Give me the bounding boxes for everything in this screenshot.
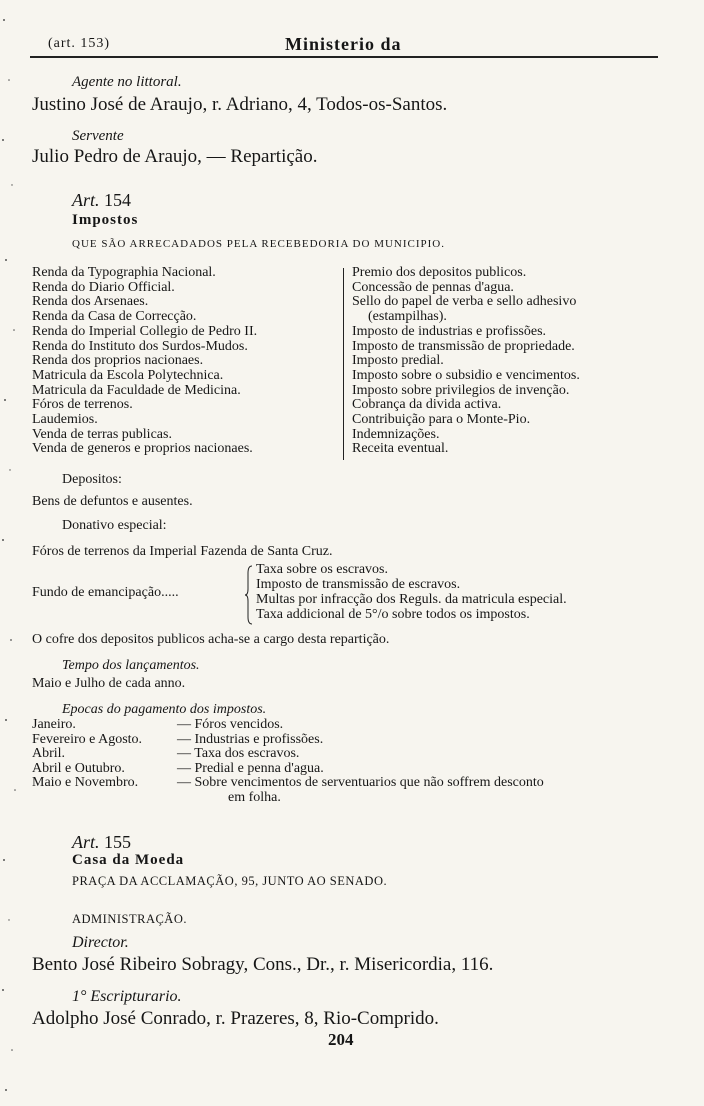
- fundo-item: Multas por infracção dos Reguls. da matricula especial.: [256, 592, 567, 607]
- escripturario-label: 1° Escripturario.: [72, 988, 182, 1005]
- table-row: [32, 791, 672, 806]
- margin-speckle: [0, 0, 26, 1106]
- table-row: [32, 733, 672, 748]
- list-item: Sello do papel de verba e sello adhesivo: [352, 294, 577, 310]
- art155-address: PRAÇA DA ACCLAMAÇÃO, 95, JUNTO AO SENADO.: [72, 874, 388, 888]
- list-item: Renda dos proprios nacionaes.: [32, 353, 204, 369]
- running-title: Ministerio da: [285, 34, 402, 54]
- agente-label: Agente no littoral.: [72, 74, 182, 90]
- list-item: Cobrança da divida activa.: [352, 397, 502, 413]
- art154-title: Impostos: [72, 212, 139, 228]
- page-number: 204: [328, 1030, 354, 1049]
- epoca-month: Janeiro.: [32, 717, 76, 732]
- column-divider: [343, 268, 344, 460]
- tempo-label: Tempo dos lançamentos.: [62, 658, 200, 673]
- art154-number: 154: [104, 190, 132, 210]
- list-item: Receita eventual.: [352, 441, 449, 457]
- donativo-text: Fóros de terrenos da Imperial Fazenda de Santa Cruz.: [32, 544, 333, 559]
- art154-heading: [72, 190, 131, 211]
- fundo-item: Taxa addicional de 5°/o sobre todos os impostos.: [256, 607, 530, 622]
- fundo-items: [256, 562, 567, 622]
- epoca-continuation: em folha.: [228, 789, 281, 805]
- list-item: Matricula da Escola Polytechnica.: [32, 367, 224, 383]
- depositos-label: Depositos:: [62, 472, 122, 487]
- list-item: Renda do Imperial Collegio de Pedro II.: [32, 323, 258, 339]
- list-item: Contribuição para o Monte-Pio.: [352, 412, 531, 428]
- depositos-text: Bens de defuntos e ausentes.: [32, 494, 193, 509]
- tempo-text: Maio e Julho de cada anno.: [32, 676, 186, 691]
- list-item: Venda de generos e proprios nacionaes.: [32, 441, 253, 457]
- list-item: Indemnizações.: [352, 426, 440, 442]
- art155-number: 155: [104, 832, 132, 852]
- list-item: Fóros de terrenos.: [32, 397, 133, 413]
- epocas-table: [32, 718, 672, 806]
- table-row: [32, 776, 672, 791]
- epoca-item: — Taxa dos escravos.: [177, 746, 300, 762]
- epoca-month: Maio e Novembro.: [32, 775, 139, 791]
- list-item: Imposto predial.: [352, 353, 444, 369]
- list-item: Imposto de transmissão de propriedade.: [352, 338, 575, 354]
- director-text: Bento José Ribeiro Sobragy, Cons., Dr., r. Misericordia, 116.: [32, 954, 494, 975]
- list-item: Renda do Diario Official.: [32, 279, 175, 295]
- fundo-item: Taxa sobre os escravos.: [256, 562, 388, 577]
- art155-heading: [72, 832, 131, 853]
- list-item: Imposto sobre privilegios de invenção.: [352, 382, 570, 398]
- revenue-list-right: [352, 266, 580, 457]
- list-item: Renda dos Arsenaes.: [32, 294, 149, 310]
- epoca-month: Abril.: [32, 746, 66, 762]
- epoca-month: Abril e Outubro.: [32, 760, 125, 776]
- epoca-item: — Industrias e profissões.: [177, 731, 324, 747]
- brace-icon: [245, 565, 253, 625]
- list-item: (estampilhas).: [368, 309, 447, 325]
- table-row: [32, 718, 672, 733]
- art155-title: Casa da Moeda: [72, 852, 185, 868]
- epoca-month: Fevereiro e Agosto.: [32, 731, 143, 747]
- art154-subtitle: QUE SÃO ARRECADADOS PELA RECEBEDORIA DO MUNICIPIO.: [72, 238, 445, 250]
- servente-label: Servente: [72, 128, 124, 144]
- list-item: Renda do Instituto dos Surdos-Mudos.: [32, 338, 248, 354]
- art155-label: Art.: [72, 832, 100, 852]
- escripturario-text: Adolpho José Conrado, r. Prazeres, 8, Rio-Comprido.: [32, 1008, 439, 1029]
- list-item: Imposto sobre o subsidio e vencimentos.: [352, 367, 580, 383]
- servente-text: Julio Pedro de Araujo, — Repartição.: [32, 146, 318, 167]
- art154-label: Art.: [72, 190, 100, 210]
- epoca-item: — Fóros vencidos.: [177, 717, 284, 732]
- list-item: Renda da Typographia Nacional.: [32, 265, 216, 280]
- admin-heading: ADMINISTRAÇÃO.: [72, 912, 187, 926]
- table-row: [32, 747, 672, 762]
- fundo-item: Imposto de transmissão de escravos.: [256, 577, 461, 592]
- header-article-ref: (art. 153): [48, 36, 111, 51]
- list-item: Renda da Casa de Correcção.: [32, 309, 197, 325]
- list-item: Matricula da Faculdade de Medicina.: [32, 382, 241, 398]
- table-row: [32, 762, 672, 777]
- cofre-text: O cofre dos depositos publicos acha-se a cargo desta repartição.: [32, 632, 390, 647]
- list-item: Imposto de industrias e profissões.: [352, 323, 547, 339]
- list-item: Concessão de pennas d'agua.: [352, 279, 514, 295]
- list-item: Laudemios.: [32, 412, 98, 428]
- list-item: Venda de terras publicas.: [32, 426, 172, 442]
- revenue-list-left: [32, 266, 257, 457]
- donativo-label: Donativo especial:: [62, 518, 167, 533]
- list-item: Premio dos depositos publicos.: [352, 265, 527, 280]
- fundo-label: Fundo de emancipação.....: [32, 585, 179, 600]
- epoca-item: — Sobre vencimentos de serventuarios que não soffrem desconto: [177, 775, 544, 791]
- director-label: Director.: [72, 934, 129, 951]
- epocas-label: Epocas do pagamento dos impostos.: [62, 702, 267, 717]
- epoca-item: — Predial e penna d'agua.: [177, 760, 324, 776]
- header-rule: [30, 56, 658, 58]
- agente-text: Justino José de Araujo, r. Adriano, 4, Todos-os-Santos.: [32, 94, 448, 115]
